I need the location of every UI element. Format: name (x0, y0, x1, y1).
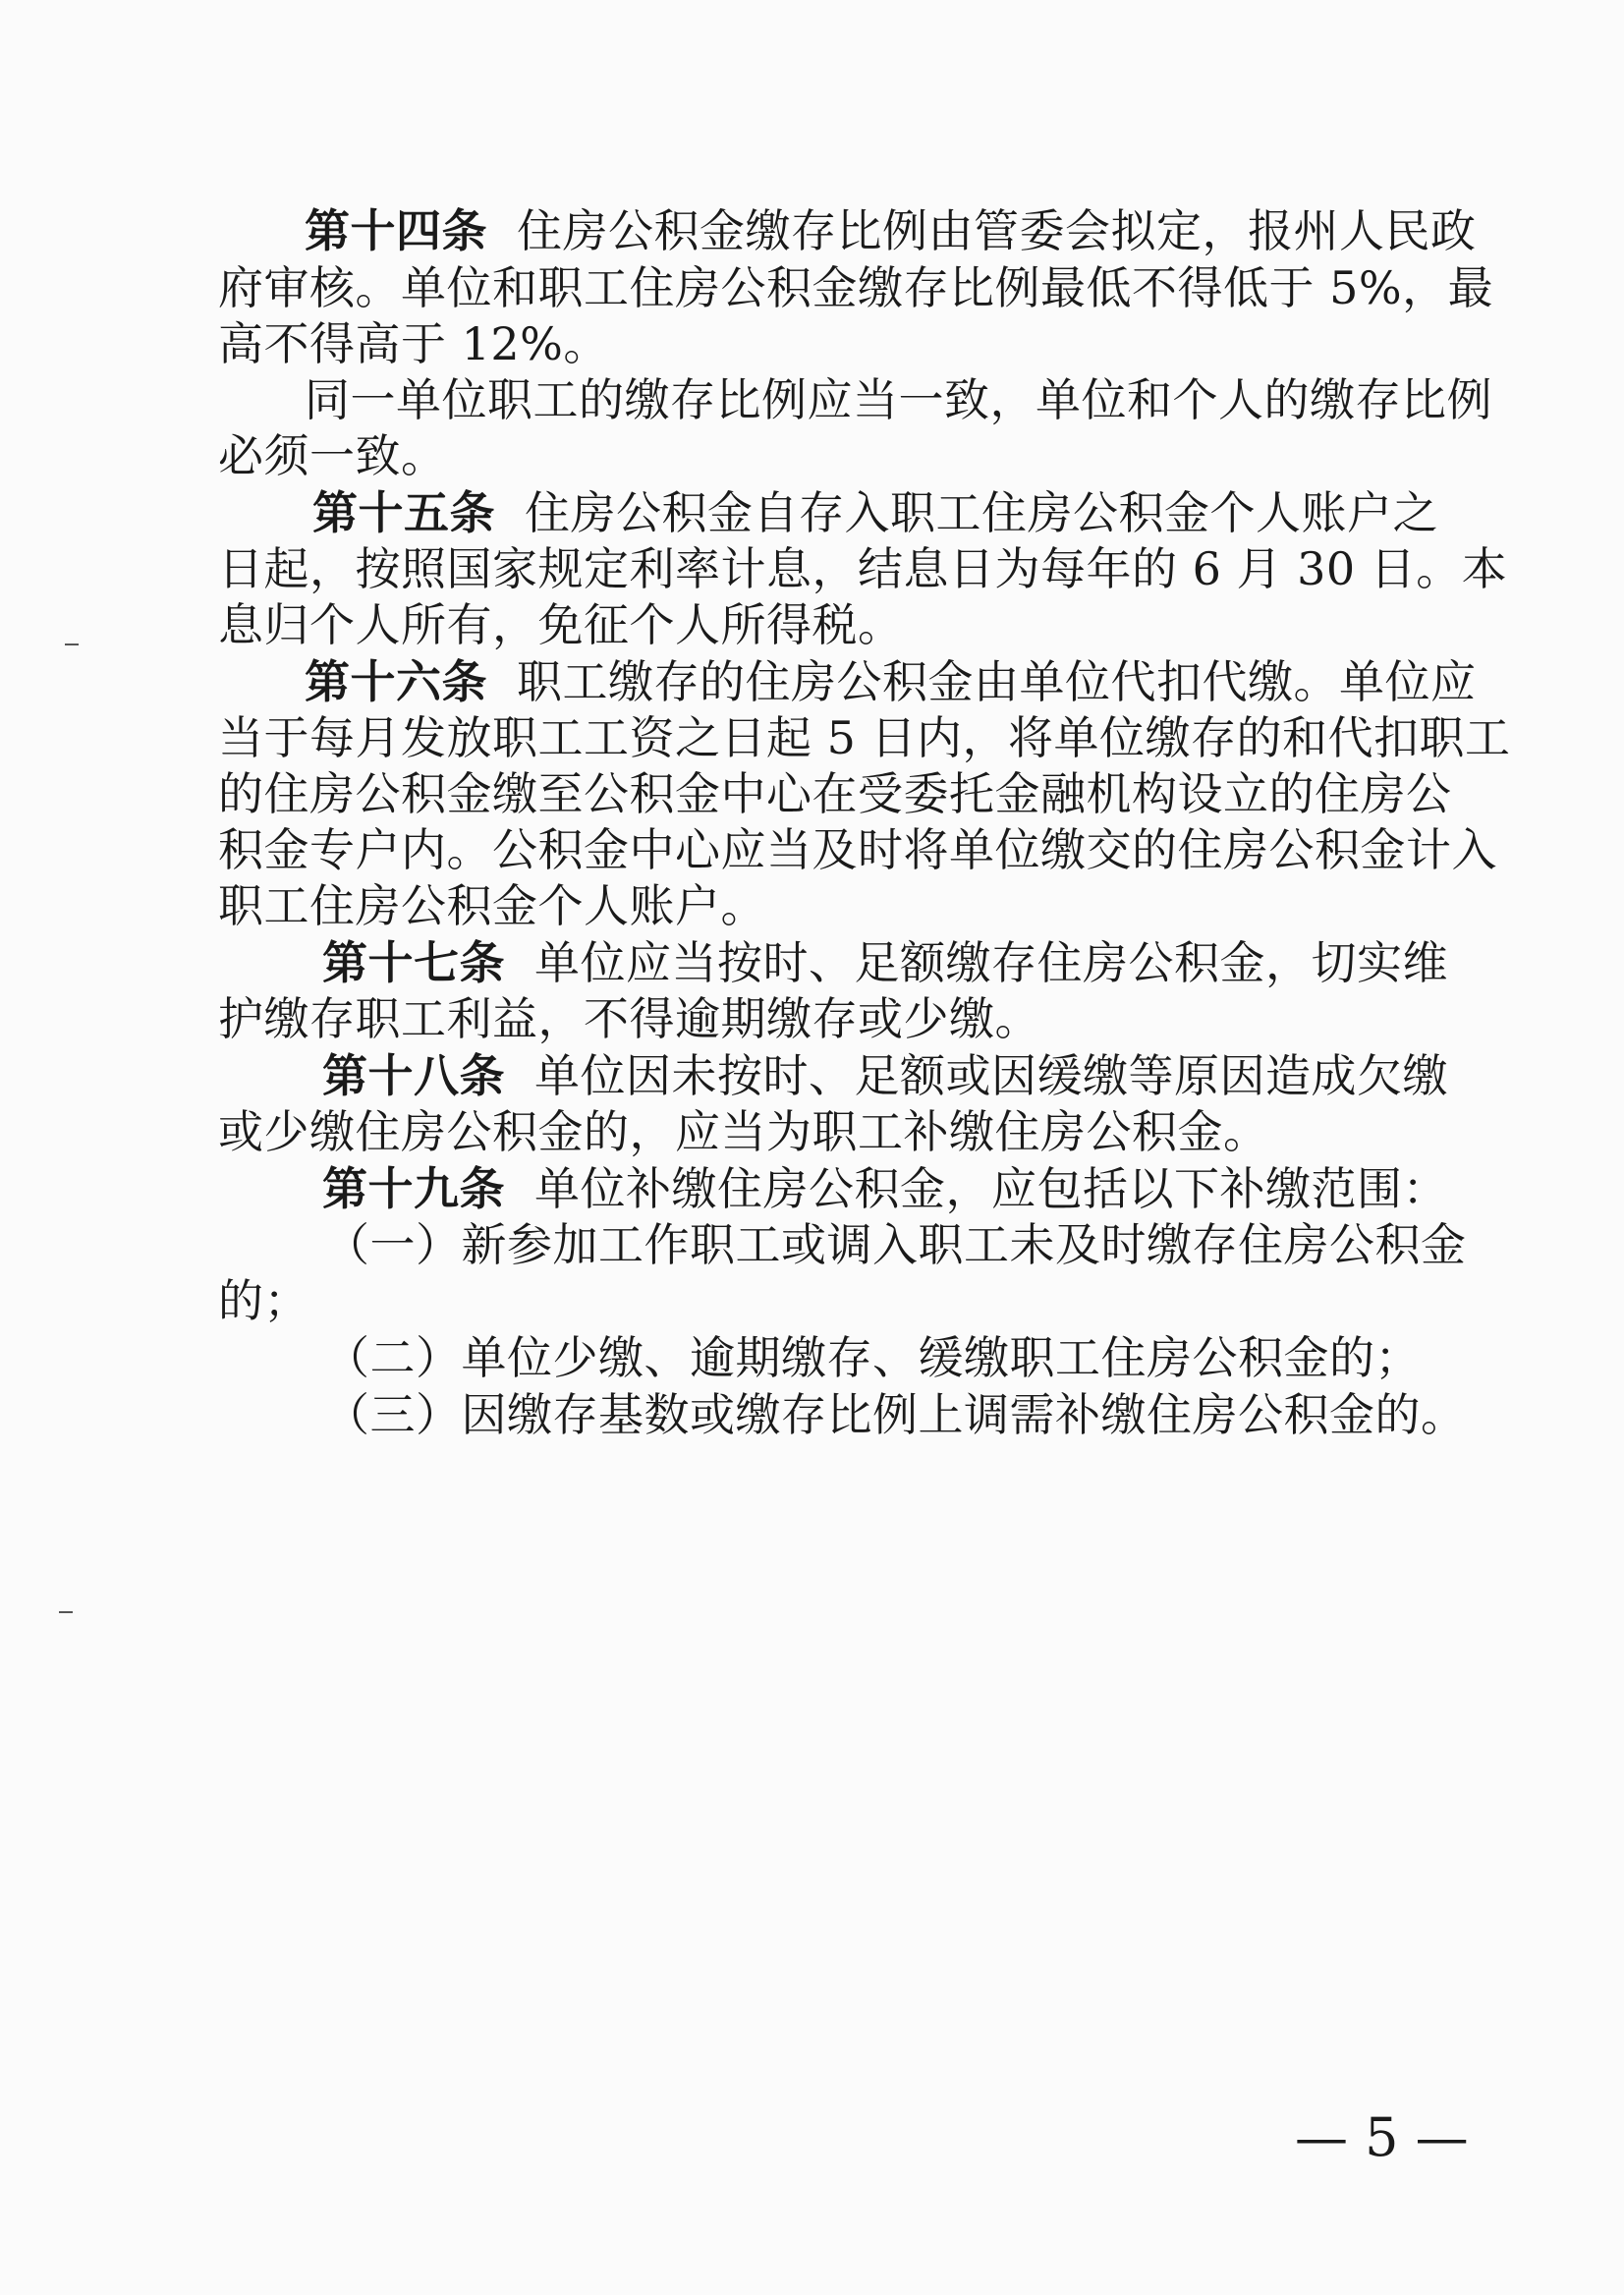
article-text: 单位因未按时、足额或因缓缴等原因造成欠缴 (534, 1049, 1448, 1102)
article-heading: 第十五条 (312, 486, 495, 539)
scan-mark (59, 1611, 73, 1613)
article-14-line-2: 府审核。单位和职工住房公积金缴存比例最低不得低于 5%，最 (218, 261, 1494, 314)
page-number: — 5 — (1295, 2106, 1469, 2168)
article-15-line-1 (312, 483, 1540, 542)
article-16-line-5: 职工住房公积金个人账户。 (218, 879, 766, 932)
paragraph-line-1: 同一单位职工的缴存比例应当一致，单位和个人的缴存比例 (305, 373, 1492, 426)
article-18-line-1 (322, 1046, 1550, 1105)
article-heading: 第十九条 (322, 1162, 505, 1215)
article-text: 职工缴存的住房公积金由单位代扣代缴。单位应 (517, 655, 1477, 708)
paragraph-line-2: 必须一致。 (218, 429, 447, 482)
scan-mark (65, 644, 79, 645)
article-19-line-1 (322, 1159, 1550, 1218)
list-item-3: （三）因缴存基数或缴存比例上调需补缴住房公积金的。 (324, 1388, 1467, 1441)
article-heading: 第十七条 (322, 936, 505, 989)
article-18-line-2: 或少缴住房公积金的，应当为职工补缴住房公积金。 (218, 1105, 1269, 1158)
article-heading: 第十四条 (305, 204, 487, 257)
article-17-line-2: 护缴存职工利益，不得逾期缴存或少缴。 (218, 992, 1040, 1045)
article-16-line-4: 积金专户内。公积金中心应当及时将单位缴交的住房公积金计入 (218, 823, 1497, 876)
article-14-line-3: 高不得高于 12%。 (218, 317, 609, 370)
article-heading: 第十六条 (305, 655, 487, 708)
article-15-line-3: 息归个人所有，免征个人所得税。 (218, 598, 904, 651)
article-text: 单位补缴住房公积金，应包括以下补缴范围： (534, 1162, 1448, 1215)
article-heading: 第十八条 (322, 1049, 505, 1102)
article-14-line-1 (305, 201, 1533, 260)
article-16-line-1 (305, 652, 1533, 711)
article-15-line-2: 日起，按照国家规定利率计息，结息日为每年的 6 月 30 日。本 (218, 542, 1508, 595)
article-text: 住房公积金缴存比例由管委会拟定，报州人民政 (517, 204, 1477, 257)
article-16-line-2: 当于每月发放职工工资之日起 5 日内，将单位缴存的和代扣职工 (218, 711, 1511, 764)
article-16-line-3: 的住房公积金缴至公积金中心在受委托金融机构设立的住房公 (218, 767, 1452, 820)
article-text: 单位应当按时、足额缴存住房公积金，切实维 (534, 936, 1448, 989)
article-17-line-1 (322, 933, 1550, 992)
article-text: 住房公积金自存入职工住房公积金个人账户之 (525, 486, 1438, 539)
list-item-2: （二）单位少缴、逾期缴存、缓缴职工住房公积金的； (324, 1331, 1421, 1384)
list-item-1-line-2: 的； (218, 1274, 309, 1327)
list-item-1-line-1: （一）新参加工作职工或调入职工未及时缴存住房公积金 (324, 1218, 1467, 1271)
